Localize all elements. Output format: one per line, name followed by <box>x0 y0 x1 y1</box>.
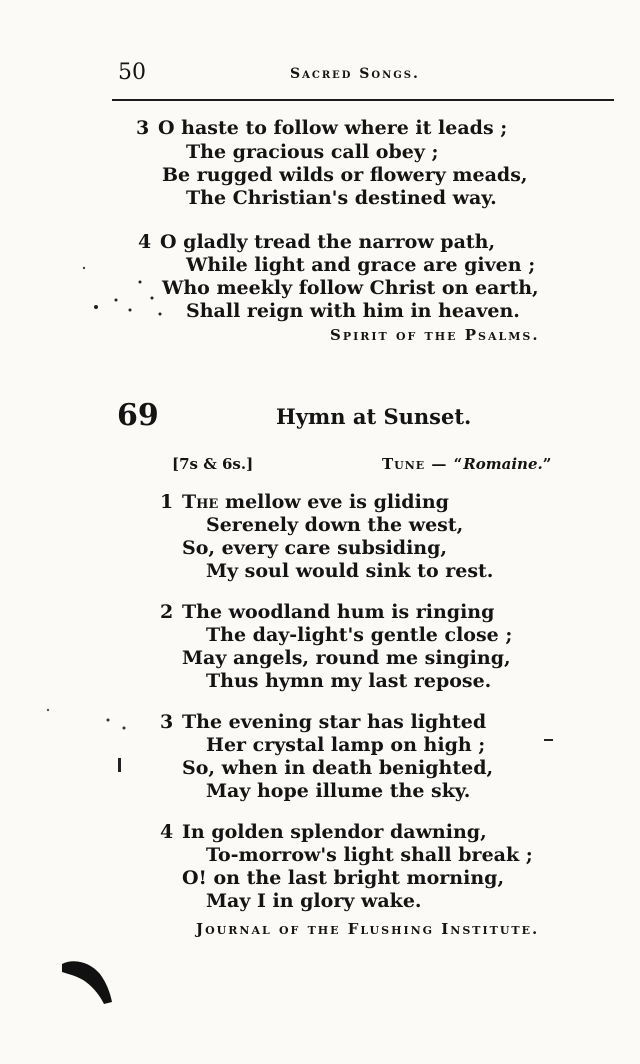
verse-line: May hope illume the sky. <box>206 780 471 802</box>
verse-text: The woodland hum is ringing <box>182 601 495 623</box>
verse-line: So, when in death benighted, <box>182 757 494 779</box>
verse-line: While light and grace are given ; <box>186 254 536 276</box>
verse-text: mellow eve is gliding <box>218 491 449 513</box>
verse-number: 4 <box>138 231 152 253</box>
verse-first-word: The <box>182 491 219 513</box>
tune-quote-close: ” <box>542 455 553 473</box>
tune-name: Romaine. <box>463 455 543 473</box>
verse-text: The evening star has lighted <box>182 711 487 733</box>
verse-number: 2 <box>160 601 174 623</box>
attribution: Journal of the Flushing Institute. <box>196 920 540 938</box>
verse-line: The day-light's gentle close ; <box>206 624 513 646</box>
verse-number: 4 <box>160 821 174 843</box>
verse-line: O! on the last bright morning, <box>182 867 505 889</box>
verse-text: In golden splendor dawning, <box>182 821 487 843</box>
verse-line: May I in glory wake. <box>206 890 422 912</box>
verse-text: O gladly tread the narrow path, <box>160 231 496 253</box>
hymn-title: Hymn at Sunset. <box>276 404 472 429</box>
meter: [7s & 6s.] <box>172 455 254 473</box>
tune-prefix: Tune — “ <box>382 455 464 473</box>
verse-number: 1 <box>160 491 174 513</box>
running-title: Sacred Songs. <box>290 66 420 82</box>
verse-line: The gracious call obey ; <box>186 141 439 163</box>
verse-line: My soul would sink to rest. <box>206 560 494 582</box>
verse-number: 3 <box>136 117 150 139</box>
ink-blot <box>60 958 116 1006</box>
verse-line: So, every care subsiding, <box>182 537 448 559</box>
verse-line: Her crystal lamp on high ; <box>206 734 486 756</box>
verse-line: Serenely down the west, <box>206 514 464 536</box>
verse-line: Shall reign with him in heaven. <box>186 300 520 322</box>
verse-line: Be rugged wilds or flowery meads, <box>162 164 528 186</box>
page-number: 50 <box>118 60 146 85</box>
verse-number: 3 <box>160 711 174 733</box>
verse-line: Who meekly follow Christ on earth, <box>162 277 539 299</box>
verse-line: Thus hymn my last repose. <box>206 670 492 692</box>
hymn-number: 69 <box>117 398 159 433</box>
attribution: Spirit of the Psalms. <box>330 326 540 344</box>
verse-line: To-morrow's light shall break ; <box>206 844 533 866</box>
verse-line: The Christian's destined way. <box>186 187 497 209</box>
verse-text: O haste to follow where it leads ; <box>158 117 508 139</box>
verse-line: May angels, round me singing, <box>182 647 511 669</box>
